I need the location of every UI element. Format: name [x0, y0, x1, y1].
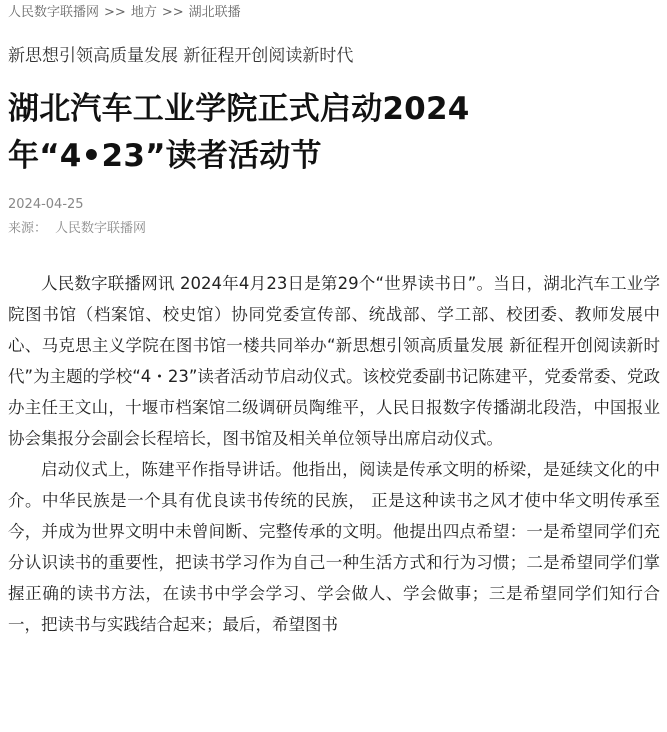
- breadcrumb-link-hubei[interactable]: 湖北联播: [188, 5, 241, 20]
- article-paragraph: 人民数字联播网讯 2024年4月23日是第29个“世界读书日”。当日，湖北汽车工业学院图书馆（档案馆、校史馆）协同党委宣传部、统战部、学工部、校团委、教师发展中心、马克思主义学院在图书馆一楼共同举办“新思想引领高质量发展 新征程开创阅读新时代”为主题的学校“4・23”读者活动节启动仪式。该校党委副书记陈建平，党委常委、党政办主任王文山，十堰市档案馆二级调研员陶维平，人民日报数字传播湖北段浩，中国报业协会集报分会副会长程培长，图书馆及相关单位领导出席启动仪式。: [8, 274, 660, 448]
- publish-date: 2024-04-25: [8, 197, 84, 212]
- article-paragraph: 启动仪式上，陈建平作指导讲话。他指出，阅读是传承文明的桥梁，是延续文化的中介。中华民族是一个具有优良读书传统的民族， 正是这种读书之风才使中华文明传承至今，并成为世界文明中未曾间断、完整传承的文明。他提出四点希望：一是希望同学们充分认识读书的重要性，把读书学习作为自己一种生活方式和行为习惯；二是希望同学们掌握正确的读书方法，在读书中学会学习、学会做人、学会做事；三是希望同学们知行合一，把读书与实践结合起来；最后，希望图书: [8, 460, 660, 634]
- breadcrumb-link-local[interactable]: 地方: [130, 5, 157, 20]
- breadcrumb: [8, 4, 241, 22]
- source-name: 人民数字联播网: [55, 221, 147, 236]
- article-source: [8, 221, 146, 237]
- article-body: [8, 268, 660, 640]
- article-title: 湖北汽车工业学院正式启动2024年“4•23”读者活动节: [8, 91, 470, 174]
- breadcrumb-separator: >>: [104, 5, 126, 20]
- article-kicker: 新思想引领高质量发展 新征程开创阅读新时代: [8, 46, 354, 66]
- source-label: 来源：: [8, 221, 48, 236]
- breadcrumb-link-home[interactable]: 人民数字联播网: [8, 5, 100, 20]
- breadcrumb-separator: >>: [161, 5, 184, 20]
